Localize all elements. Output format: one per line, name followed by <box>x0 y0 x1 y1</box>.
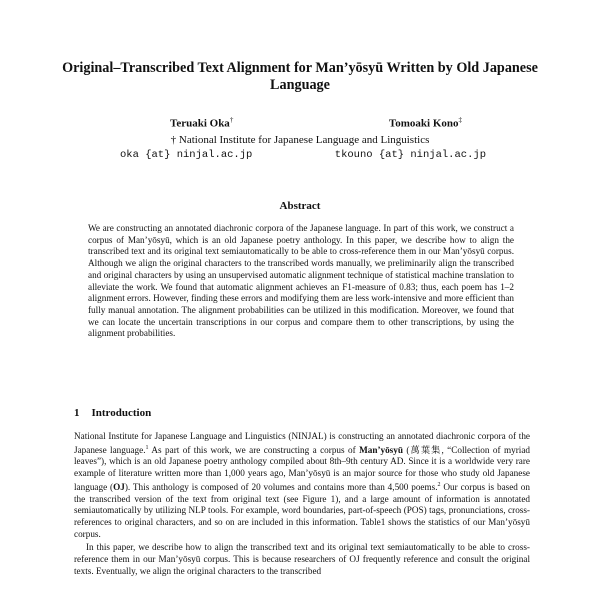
intro-paragraph-2: In this paper, we describe how to align the transcribed text and its original text semiautomatically to be able to cross-reference them in our Man’yōsyū corpus. This is because researchers of OJ frequently reference and consult the original texts. Eventually, we align the original characters to the transcribed <box>74 542 530 576</box>
footnote-mark-2: 2 <box>437 481 441 488</box>
intro-p1-part-c: (萬葉集, “Collection of myriad leaves”), which is an old Japanese poetry anthology compiled about 8th–9th century AD. Since it is a worldwide very rare example of literature written more than 1,000 years ago, Man’yōsyū is an major source for those who study old Japanese language ( <box>74 444 530 492</box>
intro-paragraph-1 <box>74 431 530 540</box>
abstract-heading: Abstract <box>279 200 321 212</box>
author-2-name: Tomoaki Kono <box>388 117 459 130</box>
footnote-mark-1: 1 <box>145 444 149 451</box>
abstract-text: We are constructing an annotated diachronic corpora of the Japanese language. In part of this work, we construct a corpus of Man’yōsyū, which is an old Japanese poetry anthology. In this paper, we describe how to align the transcribed text and its original text semiautomatically to be able to cross-reference them in our Man’yōsyū corpus. Although we align the original characters to the transcribed words manually, we preliminarily align the transcribed and original characters by using an unsupervised automatic alignment technique of statistical machine translation to alleviate the work. We found that automatic alignment achieves an F1-measure of 0.83; thus, each poem has 1–2 alignment errors. However, finding these errors and modifying them are less work-intensive and more efficient than fully manual annotation. The alignment probabilities can be utilized in this modification. Moreover, we found that we can locate the uncertain transcriptions in our corpus and compare them to other transcriptions, by using the alignment probabilities. <box>88 223 514 339</box>
email-2: tkouno {at} ninjal.ac.jp <box>334 148 486 161</box>
oj-term: OJ <box>113 481 125 492</box>
intro-p1-part-e: Our corpus is based on the transcribed version of the text from original text (see Figure 1), and a large amount of information is annotated semiautomatically by utilizing NLP tools. For example, word boundaries, part-of-speech (POS) tags, pronunciations, cross-references to original characters, and so on are included in this information. Table1 shows the statistics of our Man’yōsyū corpus. <box>74 481 530 539</box>
author-names <box>100 113 500 131</box>
author-1-name: Teruaki Oka <box>170 117 230 130</box>
section-heading <box>74 407 151 419</box>
intro-body <box>74 431 530 578</box>
intro-p1-part-d: ). This anthology is composed of 20 volumes and contains more than 4,500 poems. <box>124 481 438 492</box>
manyosyu-term: Man’yōsyū <box>359 444 403 455</box>
author-1 <box>170 113 233 131</box>
intro-p1-part-b: As part of this work, we are constructing a corpus of <box>148 444 360 455</box>
author-2 <box>389 113 462 131</box>
author-block <box>100 113 500 162</box>
intro-p1-part-a: National Institute for Japanese Language and Linguistics (NINJAL) is constructing an annotated diachronic corpora of the Japanese language. <box>74 431 530 455</box>
email-1: oka {at} ninjal.ac.jp <box>120 148 253 161</box>
paper-title: Original–Transcribed Text Alignment for Man’yōsyū Written by Old Japanese Language <box>62 60 538 93</box>
author-emails <box>100 148 500 162</box>
affiliation: † National Institute for Japanese Language and Linguistics <box>170 133 430 146</box>
author-1-mark: † <box>229 116 234 124</box>
author-2-mark: ‡ <box>458 116 462 124</box>
section-number: 1 <box>74 407 80 419</box>
section-title: Introduction <box>91 407 152 419</box>
